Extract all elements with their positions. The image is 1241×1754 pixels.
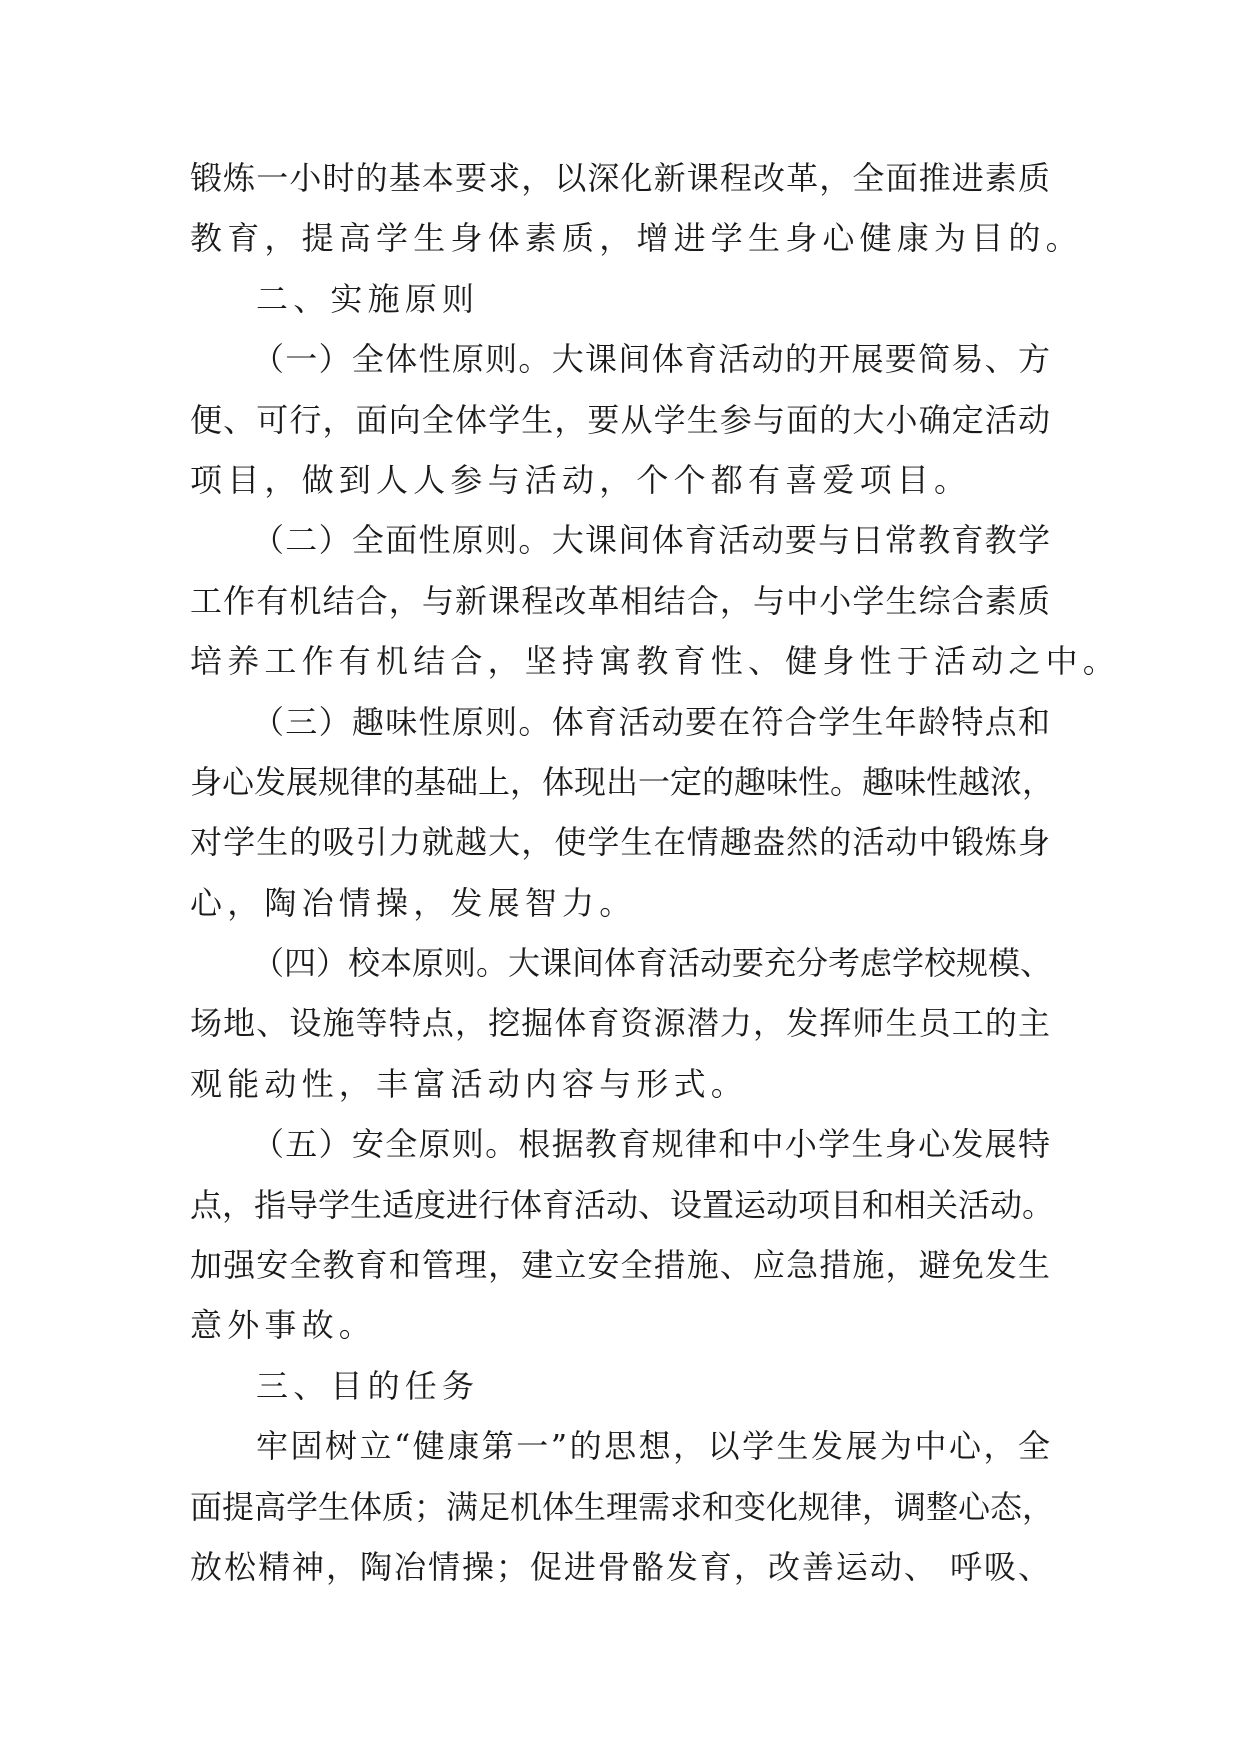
paragraph-line: 意外事故。 (190, 1306, 377, 1345)
paragraph-line: 放松精神，陶冶情操；促进骨骼发育，改善运动、 呼吸、 (190, 1547, 1050, 1586)
paragraph-line: 点，指导学生适度进行体育活动、设置运动项目和相关活动。 (190, 1185, 1055, 1224)
paragraph-line: 便、可行，面向全体学生，要从学生参与面的大小确定活动 (190, 400, 1050, 439)
section-heading: 三、目的任务 (256, 1366, 480, 1405)
paragraph-line: 场地、设施等特点，挖掘体育资源潜力，发挥师生员工的主 (190, 1004, 1050, 1043)
section-heading: 二、实施原则 (256, 279, 480, 318)
paragraph-line: （二）全面性原则。大课间体育活动要与日常教育教学 (252, 521, 1050, 560)
paragraph-line: 身心发展规律的基础上，体现出一定的趣味性。趣味性越浓， (190, 762, 1055, 801)
paragraph-line: 教育，提高学生身体素质，增进学生身心健康为目的。 (190, 219, 1083, 258)
paragraph-line: （三）趣味性原则。体育活动要在符合学生年龄特点和 (252, 702, 1050, 741)
paragraph-line: 项目，做到人人参与活动，个个都有喜爱项目。 (190, 460, 972, 499)
paragraph-line: （四）校本原则。大课间体育活动要充分考虑学校规模、 (252, 944, 1053, 983)
paragraph-line: 面提高学生体质；满足机体生理需求和变化规律，调整心态， (190, 1487, 1055, 1526)
paragraph-line: 心，陶冶情操，发展智力。 (190, 883, 637, 922)
paragraph-line: （一）全体性原则。大课间体育活动的开展要简易、方 (252, 340, 1050, 379)
paragraph-line: 加强安全教育和管理，建立安全措施、应急措施，避免发生 (190, 1246, 1050, 1285)
paragraph-line: 锻炼一小时的基本要求，以深化新课程改革，全面推进素质 (190, 159, 1050, 197)
paragraph-line: 对学生的吸引力就越大，使学生在情趣盎然的活动中锻炼身 (190, 823, 1050, 862)
paragraph-line: （五）安全原则。根据教育规律和中小学生身心发展特 (252, 1125, 1050, 1164)
paragraph-line: 观能动性，丰富活动内容与形式。 (190, 1064, 749, 1103)
paragraph-line: 牢固树立“健康第一”的思想，以学生发展为中心，全 (256, 1427, 1050, 1466)
paragraph-line: 工作有机结合，与新课程改革相结合，与中小学生综合素质 (190, 581, 1050, 620)
document-body (190, 148, 1121, 1597)
paragraph-line: 培养工作有机结合，坚持寓教育性、健身性于活动之中。 (190, 642, 1121, 681)
